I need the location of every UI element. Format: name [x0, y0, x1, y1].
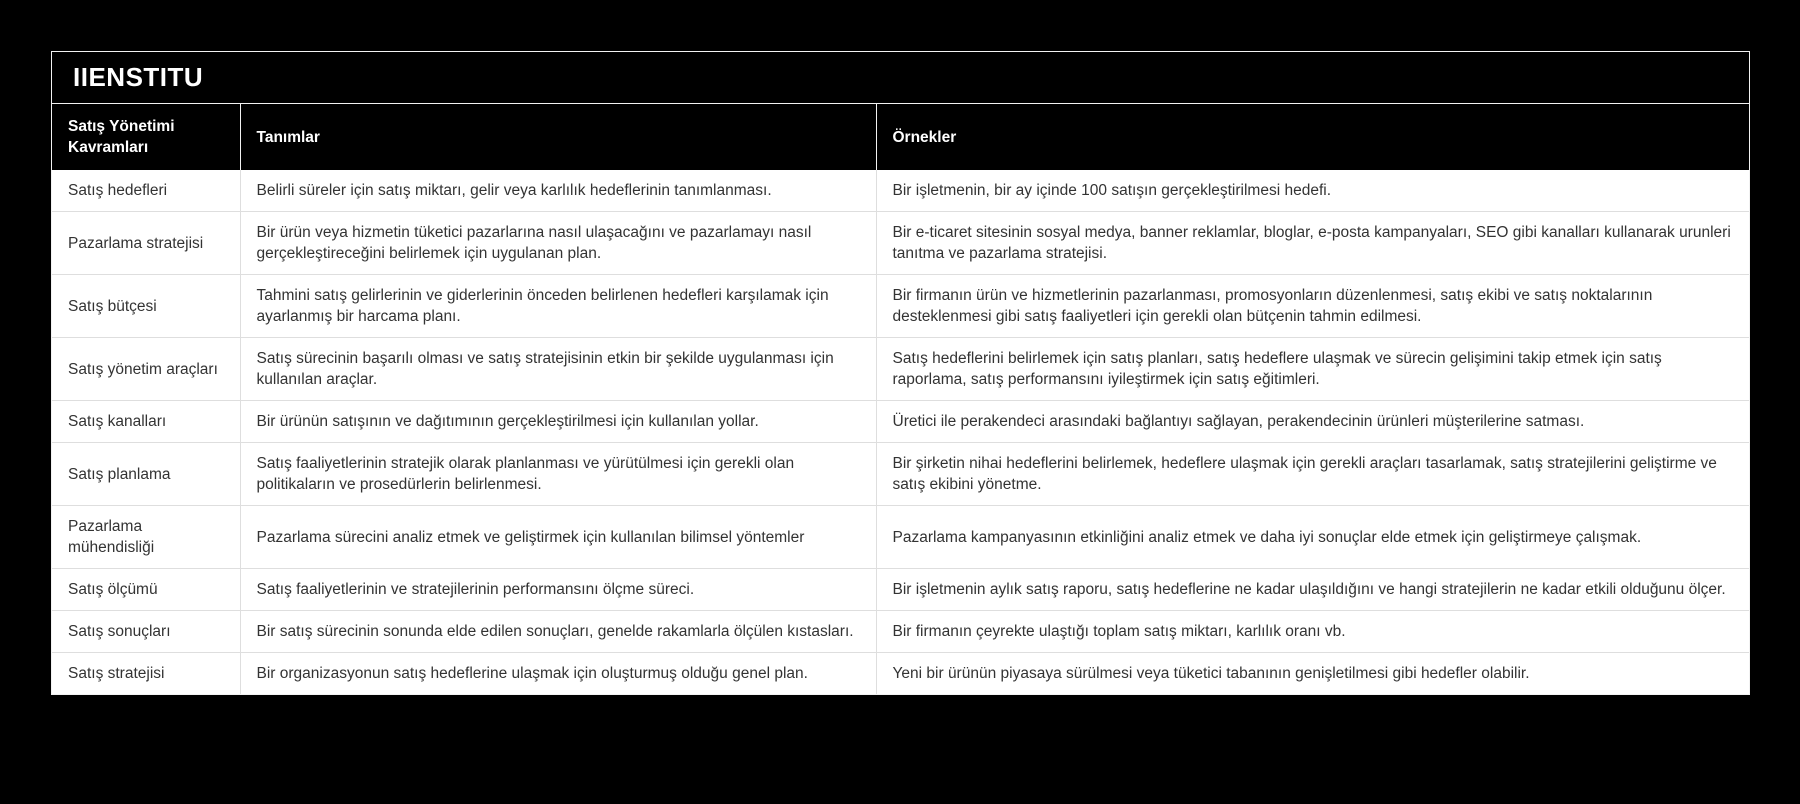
cell-concept: Satış stratejisi [52, 653, 240, 695]
cell-example: Bir şirketin nihai hedeflerini belirlemek, hedeflere ulaşmak için gerekli araçları tasarlamak, satış stratejilerini geliştirme ve satış ekibini yönetme. [876, 443, 1749, 506]
cell-definition: Bir ürünün satışının ve dağıtımının gerçekleştirilmesi için kullanılan yollar. [240, 401, 876, 443]
table-row [52, 569, 1749, 611]
table-body [52, 170, 1749, 694]
cell-concept: Satış sonuçları [52, 611, 240, 653]
cell-definition: Bir ürün veya hizmetin tüketici pazarlarına nasıl ulaşacağını ve pazarlamayı nasıl gerçekleştireceğini belirlemek için uygulanan plan. [240, 212, 876, 275]
table-row [52, 443, 1749, 506]
header-row [52, 104, 1749, 170]
table-row [52, 401, 1749, 443]
cell-concept: Satış ölçümü [52, 569, 240, 611]
table-row [52, 170, 1749, 212]
cell-example: Bir firmanın ürün ve hizmetlerinin pazarlanması, promosyonların düzenlenmesi, satış ekibi ve satış noktalarının desteklenmesi gibi satış faaliyetleri için gerekli olan bütçenin tahmin edilmesi. [876, 275, 1749, 338]
col-header-definitions: Tanımlar [240, 104, 876, 170]
table-row [52, 653, 1749, 695]
cell-example: Satış hedeflerini belirlemek için satış planları, satış hedeflere ulaşmak ve sürecin gelişimini takip etmek için satış raporlama, satış performansını iyileştirmek için satış eğitimleri. [876, 338, 1749, 401]
col-header-examples: Örnekler [876, 104, 1749, 170]
cell-example: Pazarlama kampanyasının etkinliğini analiz etmek ve daha iyi sonuçlar elde etmek için geliştirmeye çalışmak. [876, 506, 1749, 569]
cell-example: Üretici ile perakendeci arasındaki bağlantıyı sağlayan, perakendecinin ürünleri müşterilerine satması. [876, 401, 1749, 443]
cell-definition: Bir satış sürecinin sonunda elde edilen sonuçları, genelde rakamlarla ölçülen kıstasları. [240, 611, 876, 653]
table-row [52, 212, 1749, 275]
cell-definition: Satış sürecinin başarılı olması ve satış stratejisinin etkin bir şekilde uygulanması için kullanılan araçlar. [240, 338, 876, 401]
sales-concepts-table [52, 104, 1749, 694]
cell-definition: Bir organizasyonun satış hedeflerine ulaşmak için oluşturmuş olduğu genel plan. [240, 653, 876, 695]
brand-header [52, 52, 1749, 104]
cell-definition: Satış faaliyetlerinin stratejik olarak planlanması ve yürütülmesi için gerekli olan politikaların ve prosedürlerin belirlenmesi. [240, 443, 876, 506]
cell-concept: Satış yönetim araçları [52, 338, 240, 401]
cell-concept: Satış kanalları [52, 401, 240, 443]
sales-concepts-card [51, 51, 1750, 695]
cell-definition: Pazarlama sürecini analiz etmek ve geliştirmek için kullanılan bilimsel yöntemler [240, 506, 876, 569]
cell-concept: Satış hedefleri [52, 170, 240, 212]
cell-example: Bir işletmenin aylık satış raporu, satış hedeflerine ne kadar ulaşıldığını ve hangi stratejilerin ne kadar etkili olduğunu ölçer. [876, 569, 1749, 611]
table-row [52, 338, 1749, 401]
brand-title: IIENSTITU [73, 62, 204, 92]
cell-concept: Satış bütçesi [52, 275, 240, 338]
cell-concept: Pazarlama stratejisi [52, 212, 240, 275]
table-row [52, 506, 1749, 569]
col-header-concepts: Satış Yönetimi Kavramları [52, 104, 240, 170]
cell-concept: Pazarlama mühendisliği [52, 506, 240, 569]
cell-example: Bir e-ticaret sitesinin sosyal medya, banner reklamlar, bloglar, e-posta kampanyaları, SEO gibi kanalları kullanarak urunleri tanıtma ve pazarlama stratejisi. [876, 212, 1749, 275]
cell-definition: Satış faaliyetlerinin ve stratejilerinin performansını ölçme süreci. [240, 569, 876, 611]
cell-example: Bir firmanın çeyrekte ulaştığı toplam satış miktarı, karlılık oranı vb. [876, 611, 1749, 653]
table-row [52, 611, 1749, 653]
table-row [52, 275, 1749, 338]
cell-example: Yeni bir ürünün piyasaya sürülmesi veya tüketici tabanının genişletilmesi gibi hedefler olabilir. [876, 653, 1749, 695]
cell-definition: Tahmini satış gelirlerinin ve giderlerinin önceden belirlenen hedefleri karşılamak için ayarlanmış bir harcama planı. [240, 275, 876, 338]
cell-concept: Satış planlama [52, 443, 240, 506]
cell-definition: Belirli süreler için satış miktarı, gelir veya karlılık hedeflerinin tanımlanması. [240, 170, 876, 212]
cell-example: Bir işletmenin, bir ay içinde 100 satışın gerçekleştirilmesi hedefi. [876, 170, 1749, 212]
